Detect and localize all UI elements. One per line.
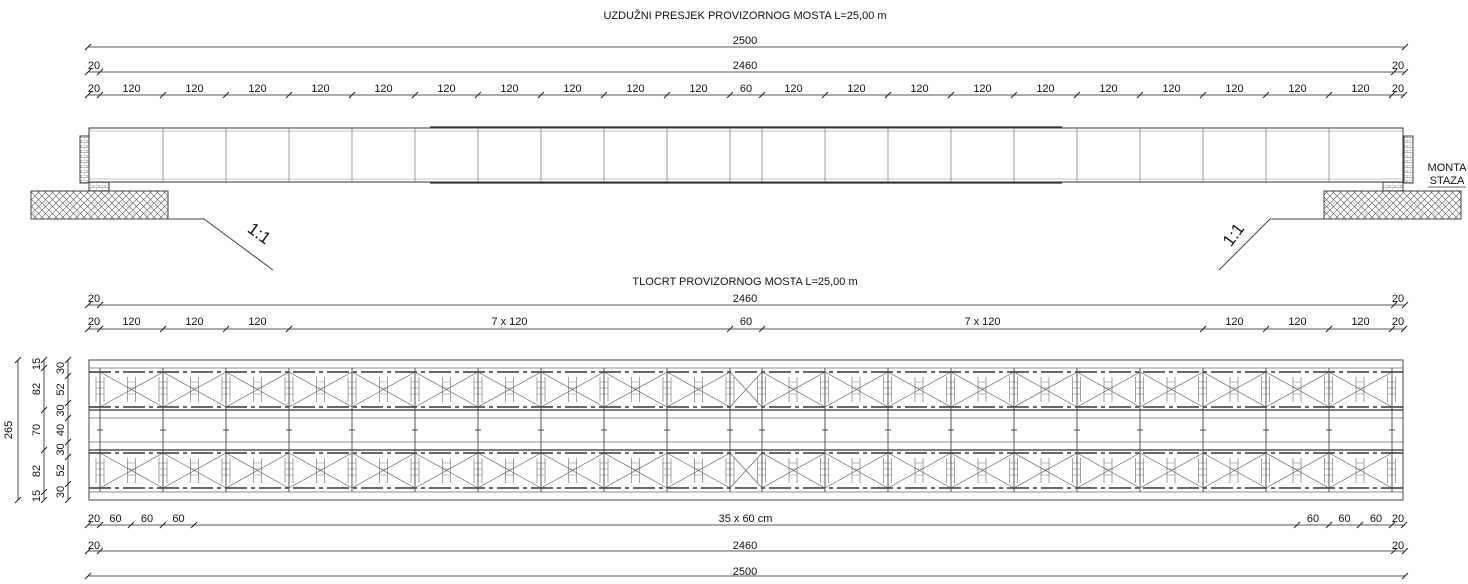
elevation-dim-total-label: 2500 (732, 35, 758, 47)
plan-top-segment-label: 120 (1351, 316, 1370, 328)
plan-left-inner-dim: 30 (55, 485, 67, 499)
elevation-segment-label: 60 (739, 83, 753, 95)
note-line1: MONTA (1427, 162, 1467, 174)
plan-left-inner-dim: 30 (55, 361, 67, 375)
plan-bottom-segment-label: 20 (1391, 513, 1405, 525)
plan-left-inner-dim: 40 (55, 423, 67, 437)
elevation-dim-inner-label: 2460 (732, 60, 758, 72)
elevation-segment-label: 120 (1099, 83, 1118, 95)
elevation-segment-label: 120 (626, 83, 645, 95)
plan-bottom-segment-label: 60 (1338, 513, 1351, 525)
elevation-end-right: 20 (1391, 60, 1405, 72)
elevation-segment-label: 20 (87, 83, 101, 95)
plan-bottom-end-left: 20 (87, 540, 101, 552)
plan-bottom-dim-total-label: 2500 (732, 566, 758, 578)
elevation-segment-label: 120 (847, 83, 866, 95)
plan-left-outer-dim: 82 (31, 382, 43, 396)
elevation-segment-label: 20 (1391, 83, 1405, 95)
plan-left-outer-dim: 15 (31, 357, 43, 371)
plan-dim-top-inner (85, 293, 1408, 308)
plan-top-segment-label: 60 (739, 316, 753, 328)
plan-bottom-segment-label: 60 (109, 513, 122, 525)
plan-bottom-segment-label: 60 (1306, 513, 1320, 525)
elevation-segment-label: 120 (1288, 83, 1307, 95)
plan-top-segment-label: 120 (1225, 316, 1244, 328)
plan-top-end-right: 20 (1391, 293, 1405, 305)
plan-bottom-segment-label: 60 (172, 513, 185, 525)
elevation-segment-label: 120 (311, 83, 330, 95)
plan-title: TLOCRT PROVIZORNOG MOSTA L=25,00 m (632, 276, 858, 288)
plan-left-dims (3, 357, 71, 503)
elevation-segment-label: 120 (1162, 83, 1181, 95)
elevation-segment-label: 120 (1225, 83, 1244, 95)
elevation-segment-label: 120 (910, 83, 929, 95)
elevation-segment-label: 120 (437, 83, 456, 95)
plan-bottom-dim-inner-label: 2460 (732, 540, 758, 552)
plan-left-outer-dim: 15 (31, 489, 43, 503)
plan-top-segment-label: 20 (87, 316, 101, 328)
elevation-dim-inner (85, 60, 1408, 75)
elevation-girder (89, 127, 1403, 183)
plan-left-inner-dim: 52 (55, 464, 67, 477)
elevation-segment-dims (85, 83, 1407, 98)
elevation-segment-label: 120 (563, 83, 582, 95)
elevation-segment-label: 120 (374, 83, 393, 95)
plan-bottom-segment-label: 35 x 60 cm (718, 513, 773, 525)
elevation-segment-label: 120 (500, 83, 519, 95)
plan-left-inner-dim: 30 (55, 443, 67, 456)
plan-bottom-segment-label: 20 (87, 513, 101, 525)
right-abutment (1219, 136, 1461, 270)
elevation-segment-label: 120 (185, 83, 204, 95)
plan-left-inner-dim: 30 (55, 404, 67, 417)
plan-deck (89, 360, 1403, 500)
plan-top-dim-inner-label: 2460 (732, 293, 758, 305)
elevation-segment-label: 120 (248, 83, 267, 95)
plan-top-segment-dims (85, 316, 1407, 332)
elevation-segment-label: 120 (1351, 83, 1370, 95)
elevation-segment-label: 120 (689, 83, 708, 95)
plan-bottom-end-right: 20 (1391, 540, 1405, 552)
elevation-end-left: 20 (87, 60, 101, 72)
plan-bottom-segment-dims (85, 513, 1407, 528)
elevation-dim-total (85, 35, 1408, 50)
slope-label-left: 1:1 (244, 218, 275, 249)
note-line2: STAZA (1429, 175, 1465, 187)
elevation-segment-label: 120 (784, 83, 803, 95)
slope-label-right: 1:1 (1218, 219, 1249, 250)
plan-top-end-left: 20 (87, 293, 101, 305)
plan-top-segment-label: 120 (122, 316, 141, 328)
elevation-title: UZDUŽNI PRESJEK PROVIZORNOG MOSTA L=25,00 m (603, 10, 887, 22)
plan-left-total: 265 (3, 420, 15, 440)
plan-left-inner-dim: 52 (55, 383, 67, 396)
plan-top-segment-label: 7 x 120 (964, 316, 1001, 328)
elevation-segment-label: 120 (1036, 83, 1055, 95)
left-abutment (31, 136, 273, 270)
plan-bottom-segment-label: 60 (140, 513, 154, 525)
plan-bottom-segment-label: 60 (1369, 513, 1383, 525)
plan-top-segment-label: 7 x 120 (491, 316, 528, 328)
plan-dim-bottom-total (85, 566, 1408, 579)
plan-top-segment-label: 120 (248, 316, 267, 328)
plan-left-outer-dim: 70 (31, 423, 43, 437)
elevation-segment-label: 120 (973, 83, 992, 95)
plan-top-segment-label: 120 (185, 316, 204, 328)
plan-left-outer-dim: 82 (31, 464, 43, 478)
plan-dim-bottom-inner (85, 540, 1408, 554)
plan-top-segment-label: 120 (1288, 316, 1307, 328)
plan-top-segment-label: 20 (1391, 316, 1405, 328)
elevation-segment-label: 120 (122, 83, 141, 95)
